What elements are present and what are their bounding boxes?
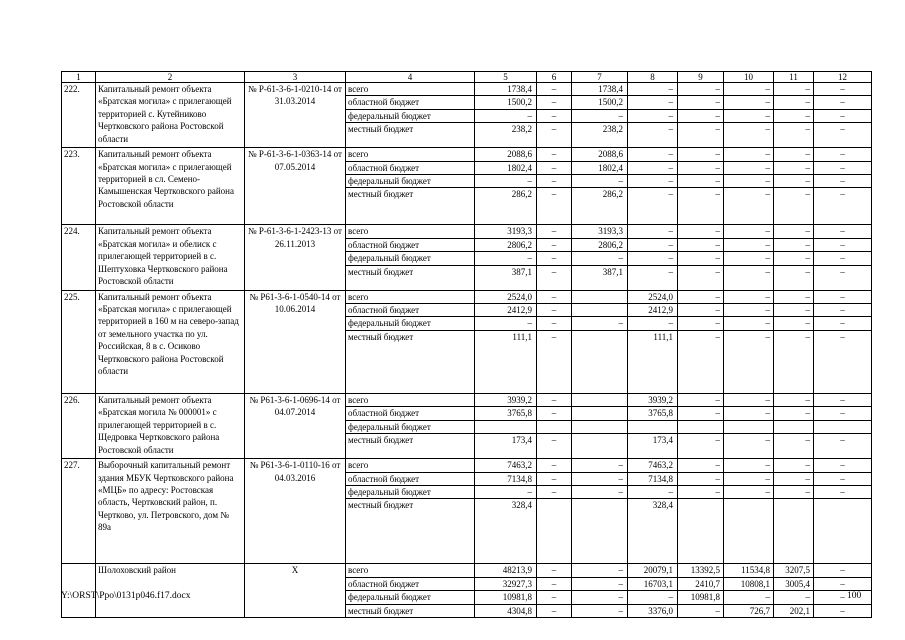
value-cell: 3376,0 xyxy=(628,604,678,617)
value-cell: – xyxy=(774,188,814,225)
funding-source-cell: местный бюджет xyxy=(346,188,475,225)
value-cell: – xyxy=(537,459,572,472)
value-cell: – xyxy=(724,123,774,148)
value-cell: 3005,4 xyxy=(774,577,814,590)
value-cell: 7463,2 xyxy=(475,459,537,472)
value-cell: – xyxy=(572,317,628,330)
value-cell: – xyxy=(678,330,724,393)
header-cell: 8 xyxy=(628,72,678,83)
value-cell: – xyxy=(572,459,628,472)
header-cell: 11 xyxy=(774,72,814,83)
value-cell: – xyxy=(537,317,572,330)
header-row xyxy=(62,72,872,83)
value-cell: – xyxy=(678,148,724,161)
value-cell: 111,1 xyxy=(628,330,678,393)
value-cell: – xyxy=(678,485,724,498)
value-cell: 7134,8 xyxy=(628,472,678,485)
value-cell: – xyxy=(814,83,872,96)
budget-table xyxy=(61,71,872,618)
value-cell: – xyxy=(814,393,872,406)
value-cell: 328,4 xyxy=(475,499,537,564)
value-cell: – xyxy=(537,564,572,577)
value-cell: – xyxy=(814,123,872,148)
value-cell: – xyxy=(537,83,572,96)
value-cell: – xyxy=(537,591,572,604)
object-name-cell: Капитальный ремонт объекта «Братская могила» и обелиск с прилегающей территорией в с. Шептуховка Чертковского района Ростовской области xyxy=(96,225,245,290)
value-cell: 10981,8 xyxy=(678,591,724,604)
funding-source-cell: федеральный бюджет xyxy=(346,420,475,433)
value-cell xyxy=(572,304,628,317)
value-cell: 238,2 xyxy=(572,123,628,148)
value-cell: 387,1 xyxy=(572,265,628,290)
object-name-cell: Капитальный ремонт объекта «Братская могила» с прилегающей территорией с. Кутейниково Чертковского района Ростовской области xyxy=(96,83,245,148)
value-cell: – xyxy=(678,304,724,317)
value-cell: – xyxy=(814,564,872,577)
value-cell: 1802,4 xyxy=(475,161,537,174)
header-cell: 4 xyxy=(346,72,475,83)
funding-source-cell: местный бюджет xyxy=(346,265,475,290)
page-number: 100 xyxy=(847,591,862,601)
funding-source-cell: всего xyxy=(346,290,475,303)
value-cell xyxy=(572,330,628,393)
value-cell: – xyxy=(537,238,572,251)
value-cell: – xyxy=(678,123,724,148)
value-cell xyxy=(475,420,537,433)
value-cell: – xyxy=(572,175,628,188)
document-number-cell: № Р61-3-6-1-0110-16 от 04.03.2016 xyxy=(245,459,346,564)
header-cell: 1 xyxy=(62,72,96,83)
value-cell: 2412,9 xyxy=(628,304,678,317)
value-cell: – xyxy=(628,252,678,265)
value-cell: – xyxy=(678,175,724,188)
value-cell: – xyxy=(537,577,572,590)
value-cell: – xyxy=(814,161,872,174)
value-cell: – xyxy=(678,109,724,122)
object-name-cell: Выборочный капитальный ремонт здания МБУК Чертковского района «МЦБ» по адресу: Ростовская область, Чертковский район, п. Чертково, ул. Петровского, дом № 89а xyxy=(96,459,245,564)
value-cell: – xyxy=(814,290,872,303)
value-cell: – xyxy=(724,265,774,290)
funding-source-cell: федеральный бюджет xyxy=(346,591,475,604)
value-cell: – xyxy=(774,96,814,109)
value-cell: – xyxy=(678,407,724,420)
value-cell: 1738,4 xyxy=(572,83,628,96)
value-cell: 32927,3 xyxy=(475,577,537,590)
document-number-cell: № Р61-3-6-1-0540-14 от 10.06.2014 xyxy=(245,290,346,393)
object-name-cell: Капитальный ремонт объекта «Братская могила № 000001» с прилегающей территорией в с. Щедровка Чертковского района Ростовской области xyxy=(96,393,245,458)
value-cell: – xyxy=(774,317,814,330)
object-name-cell: Шолоховский район xyxy=(96,564,245,618)
value-cell: – xyxy=(537,123,572,148)
value-cell: – xyxy=(724,161,774,174)
value-cell: 3765,8 xyxy=(628,407,678,420)
value-cell: – xyxy=(572,577,628,590)
object-name-cell: Капитальный ремонт объекта «Братская могила» с прилегающей территорией в сл. Семено-Камышенская Чертковского района Ростовской области xyxy=(96,148,245,225)
funding-source-cell: областной бюджет xyxy=(346,96,475,109)
value-cell: – xyxy=(572,564,628,577)
value-cell: – xyxy=(814,96,872,109)
value-cell: – xyxy=(537,265,572,290)
value-cell: – xyxy=(724,407,774,420)
value-cell: – xyxy=(774,472,814,485)
value-cell: – xyxy=(774,485,814,498)
funding-source-cell: областной бюджет xyxy=(346,472,475,485)
table-row xyxy=(62,290,872,303)
value-cell: – xyxy=(678,393,724,406)
value-cell: 2524,0 xyxy=(628,290,678,303)
value-cell: – xyxy=(724,109,774,122)
value-cell: – xyxy=(724,225,774,238)
value-cell: – xyxy=(814,330,872,393)
header-cell: 9 xyxy=(678,72,724,83)
value-cell: – xyxy=(475,109,537,122)
value-cell: – xyxy=(537,290,572,303)
value-cell: – xyxy=(724,304,774,317)
value-cell: 286,2 xyxy=(475,188,537,225)
value-cell: 7134,8 xyxy=(475,472,537,485)
value-cell: – xyxy=(724,459,774,472)
value-cell: 2524,0 xyxy=(475,290,537,303)
value-cell: – xyxy=(678,604,724,617)
row-number-cell: 227. xyxy=(62,459,96,564)
value-cell: – xyxy=(475,317,537,330)
funding-source-cell: местный бюджет xyxy=(346,330,475,393)
funding-source-cell: областной бюджет xyxy=(346,407,475,420)
value-cell: – xyxy=(774,434,814,459)
value-cell: – xyxy=(475,485,537,498)
value-cell: – xyxy=(537,434,572,459)
value-cell: – xyxy=(774,330,814,393)
value-cell: 2806,2 xyxy=(572,238,628,251)
value-cell: – xyxy=(678,238,724,251)
value-cell: 1738,4 xyxy=(475,83,537,96)
value-cell: – xyxy=(814,304,872,317)
value-cell: – xyxy=(814,238,872,251)
value-cell: – xyxy=(537,96,572,109)
value-cell: – xyxy=(774,83,814,96)
funding-source-cell: всего xyxy=(346,564,475,577)
document-number-cell: № Р61-3-6-1-0696-14 от 04.07.2014 xyxy=(245,393,346,458)
value-cell xyxy=(724,499,774,564)
funding-source-cell: областной бюджет xyxy=(346,161,475,174)
value-cell xyxy=(724,420,774,433)
value-cell: – xyxy=(537,407,572,420)
value-cell: 726,7 xyxy=(724,604,774,617)
value-cell: – xyxy=(537,225,572,238)
value-cell: – xyxy=(774,290,814,303)
header-cell: 3 xyxy=(245,72,346,83)
value-cell xyxy=(572,407,628,420)
value-cell: 10981,8 xyxy=(475,591,537,604)
value-cell: 202,1 xyxy=(774,604,814,617)
value-cell: 3765,8 xyxy=(475,407,537,420)
value-cell: – xyxy=(814,604,872,617)
value-cell: – xyxy=(814,591,872,604)
value-cell: – xyxy=(724,188,774,225)
value-cell: – xyxy=(774,161,814,174)
value-cell: 3193,3 xyxy=(475,225,537,238)
value-cell: 16703,1 xyxy=(628,577,678,590)
value-cell: – xyxy=(814,485,872,498)
value-cell: 1802,4 xyxy=(572,161,628,174)
value-cell: – xyxy=(537,393,572,406)
table-row xyxy=(62,459,872,472)
value-cell: 7463,2 xyxy=(628,459,678,472)
funding-source-cell: федеральный бюджет xyxy=(346,485,475,498)
value-cell: – xyxy=(572,252,628,265)
value-cell: – xyxy=(537,485,572,498)
value-cell: – xyxy=(572,591,628,604)
value-cell: 20079,1 xyxy=(628,564,678,577)
value-cell: – xyxy=(774,123,814,148)
value-cell: – xyxy=(814,148,872,161)
value-cell: – xyxy=(678,317,724,330)
value-cell: – xyxy=(537,109,572,122)
value-cell: – xyxy=(678,225,724,238)
value-cell: 13392,5 xyxy=(678,564,724,577)
value-cell: – xyxy=(572,604,628,617)
value-cell xyxy=(678,420,724,433)
value-cell: – xyxy=(628,109,678,122)
funding-source-cell: федеральный бюджет xyxy=(346,109,475,122)
value-cell: – xyxy=(475,175,537,188)
row-number-cell: 223. xyxy=(62,148,96,225)
value-cell xyxy=(572,290,628,303)
value-cell: 286,2 xyxy=(572,188,628,225)
value-cell: – xyxy=(774,175,814,188)
value-cell: – xyxy=(724,175,774,188)
value-cell: 11534,8 xyxy=(724,564,774,577)
value-cell: – xyxy=(814,109,872,122)
header-cell: 6 xyxy=(537,72,572,83)
value-cell: – xyxy=(678,434,724,459)
value-cell xyxy=(774,420,814,433)
value-cell xyxy=(572,434,628,459)
value-cell: 2412,9 xyxy=(475,304,537,317)
value-cell: – xyxy=(724,238,774,251)
value-cell: – xyxy=(724,96,774,109)
row-number-cell: 226. xyxy=(62,393,96,458)
value-cell: – xyxy=(724,148,774,161)
document-number-cell: Х xyxy=(245,564,346,618)
funding-source-cell: федеральный бюджет xyxy=(346,317,475,330)
file-path: Y:\ORST\Ppo\0131p046.f17.docx xyxy=(61,591,191,601)
funding-source-cell: всего xyxy=(346,393,475,406)
value-cell: – xyxy=(774,393,814,406)
value-cell: 2410,7 xyxy=(678,577,724,590)
value-cell xyxy=(628,420,678,433)
value-cell: – xyxy=(814,434,872,459)
header-cell: 5 xyxy=(475,72,537,83)
value-cell: 10808,1 xyxy=(724,577,774,590)
value-cell: – xyxy=(774,225,814,238)
value-cell: – xyxy=(628,225,678,238)
value-cell: – xyxy=(537,161,572,174)
value-cell: – xyxy=(814,472,872,485)
value-cell: 3207,5 xyxy=(774,564,814,577)
header-cell: 10 xyxy=(724,72,774,83)
funding-source-cell: областной бюджет xyxy=(346,304,475,317)
value-cell: – xyxy=(678,188,724,225)
header-cell: 2 xyxy=(96,72,245,83)
value-cell: – xyxy=(572,109,628,122)
funding-source-cell: всего xyxy=(346,148,475,161)
funding-source-cell: всего xyxy=(346,459,475,472)
value-cell: 2806,2 xyxy=(475,238,537,251)
value-cell: 1500,2 xyxy=(475,96,537,109)
value-cell: – xyxy=(628,175,678,188)
value-cell: 2088,6 xyxy=(572,148,628,161)
funding-source-cell: местный бюджет xyxy=(346,123,475,148)
value-cell xyxy=(814,499,872,564)
value-cell: – xyxy=(774,407,814,420)
value-cell: – xyxy=(678,472,724,485)
value-cell: – xyxy=(628,148,678,161)
table-row xyxy=(62,564,872,577)
value-cell: – xyxy=(537,604,572,617)
value-cell: 3193,3 xyxy=(572,225,628,238)
value-cell xyxy=(572,499,628,564)
row-number-cell: 225. xyxy=(62,290,96,393)
value-cell: 173,4 xyxy=(475,434,537,459)
value-cell: – xyxy=(628,96,678,109)
funding-source-cell: федеральный бюджет xyxy=(346,252,475,265)
value-cell: – xyxy=(814,188,872,225)
value-cell: – xyxy=(628,188,678,225)
table-row xyxy=(62,83,872,96)
table-row xyxy=(62,225,872,238)
value-cell: – xyxy=(678,96,724,109)
value-cell xyxy=(678,499,724,564)
value-cell: 173,4 xyxy=(628,434,678,459)
funding-source-cell: всего xyxy=(346,83,475,96)
value-cell: – xyxy=(814,175,872,188)
value-cell: – xyxy=(628,238,678,251)
value-cell: – xyxy=(724,434,774,459)
value-cell: – xyxy=(628,161,678,174)
value-cell: 4304,8 xyxy=(475,604,537,617)
value-cell: – xyxy=(724,393,774,406)
value-cell: – xyxy=(774,148,814,161)
value-cell: 48213,9 xyxy=(475,564,537,577)
funding-source-cell: областной бюджет xyxy=(346,238,475,251)
value-cell: – xyxy=(774,252,814,265)
header-cell: 7 xyxy=(572,72,628,83)
value-cell: – xyxy=(774,459,814,472)
value-cell: 2088,6 xyxy=(475,148,537,161)
value-cell: – xyxy=(678,83,724,96)
value-cell: – xyxy=(537,252,572,265)
value-cell: – xyxy=(678,459,724,472)
table-row xyxy=(62,148,872,161)
value-cell: – xyxy=(814,577,872,590)
value-cell: – xyxy=(724,485,774,498)
value-cell xyxy=(572,393,628,406)
value-cell: – xyxy=(537,304,572,317)
funding-source-cell: местный бюджет xyxy=(346,604,475,617)
value-cell: – xyxy=(678,252,724,265)
value-cell xyxy=(537,420,572,433)
value-cell: – xyxy=(724,317,774,330)
funding-source-cell: федеральный бюджет xyxy=(346,175,475,188)
document-number-cell: № Р-61-3-6-1-0363-14 от 07.05.2014 xyxy=(245,148,346,225)
value-cell: – xyxy=(774,238,814,251)
document-number-cell: № Р-61-3-6-1-0210-14 от 31.03.2014 xyxy=(245,83,346,148)
value-cell: – xyxy=(678,290,724,303)
value-cell: – xyxy=(628,317,678,330)
value-cell xyxy=(774,499,814,564)
value-cell xyxy=(537,499,572,564)
value-cell: 111,1 xyxy=(475,330,537,393)
value-cell: – xyxy=(814,265,872,290)
value-cell: – xyxy=(814,459,872,472)
value-cell: – xyxy=(572,485,628,498)
value-cell: 3939,2 xyxy=(475,393,537,406)
value-cell: 238,2 xyxy=(475,123,537,148)
funding-source-cell: местный бюджет xyxy=(346,499,475,564)
value-cell: – xyxy=(814,407,872,420)
value-cell: – xyxy=(814,252,872,265)
value-cell: – xyxy=(628,83,678,96)
document-number-cell: № Р-61-3-6-1-2423-13 от 26.11.2013 xyxy=(245,225,346,290)
funding-source-cell: всего xyxy=(346,225,475,238)
value-cell: – xyxy=(724,252,774,265)
value-cell xyxy=(572,420,628,433)
value-cell: 387,1 xyxy=(475,265,537,290)
value-cell: – xyxy=(814,225,872,238)
value-cell xyxy=(814,420,872,433)
value-cell: – xyxy=(724,472,774,485)
value-cell: – xyxy=(628,591,678,604)
value-cell: – xyxy=(678,265,724,290)
value-cell: – xyxy=(814,317,872,330)
value-cell: – xyxy=(537,148,572,161)
header-cell: 12 xyxy=(814,72,872,83)
value-cell: 3939,2 xyxy=(628,393,678,406)
table-row xyxy=(62,393,872,406)
funding-source-cell: местный бюджет xyxy=(346,434,475,459)
value-cell: – xyxy=(475,252,537,265)
value-cell: – xyxy=(724,290,774,303)
value-cell: – xyxy=(537,175,572,188)
value-cell: – xyxy=(774,265,814,290)
value-cell: – xyxy=(572,472,628,485)
value-cell: 328,4 xyxy=(628,499,678,564)
value-cell: – xyxy=(774,304,814,317)
value-cell: – xyxy=(724,83,774,96)
value-cell: – xyxy=(537,330,572,393)
row-number-cell: 224. xyxy=(62,225,96,290)
value-cell: – xyxy=(774,591,814,604)
value-cell: – xyxy=(537,188,572,225)
object-name-cell: Капитальный ремонт объекта «Братская могила» с прилегающей территорией в 160 м на северо-запад от земельного участка по ул. Российская, 8 в с. Осиково Чертковского района Ростовской области xyxy=(96,290,245,393)
value-cell: – xyxy=(774,109,814,122)
value-cell: – xyxy=(628,123,678,148)
value-cell: – xyxy=(678,161,724,174)
value-cell: – xyxy=(628,265,678,290)
funding-source-cell: областной бюджет xyxy=(346,577,475,590)
value-cell: – xyxy=(537,472,572,485)
value-cell: 1500,2 xyxy=(572,96,628,109)
value-cell: – xyxy=(724,330,774,393)
value-cell: – xyxy=(724,591,774,604)
row-number-cell: 222. xyxy=(62,83,96,148)
value-cell: – xyxy=(628,485,678,498)
